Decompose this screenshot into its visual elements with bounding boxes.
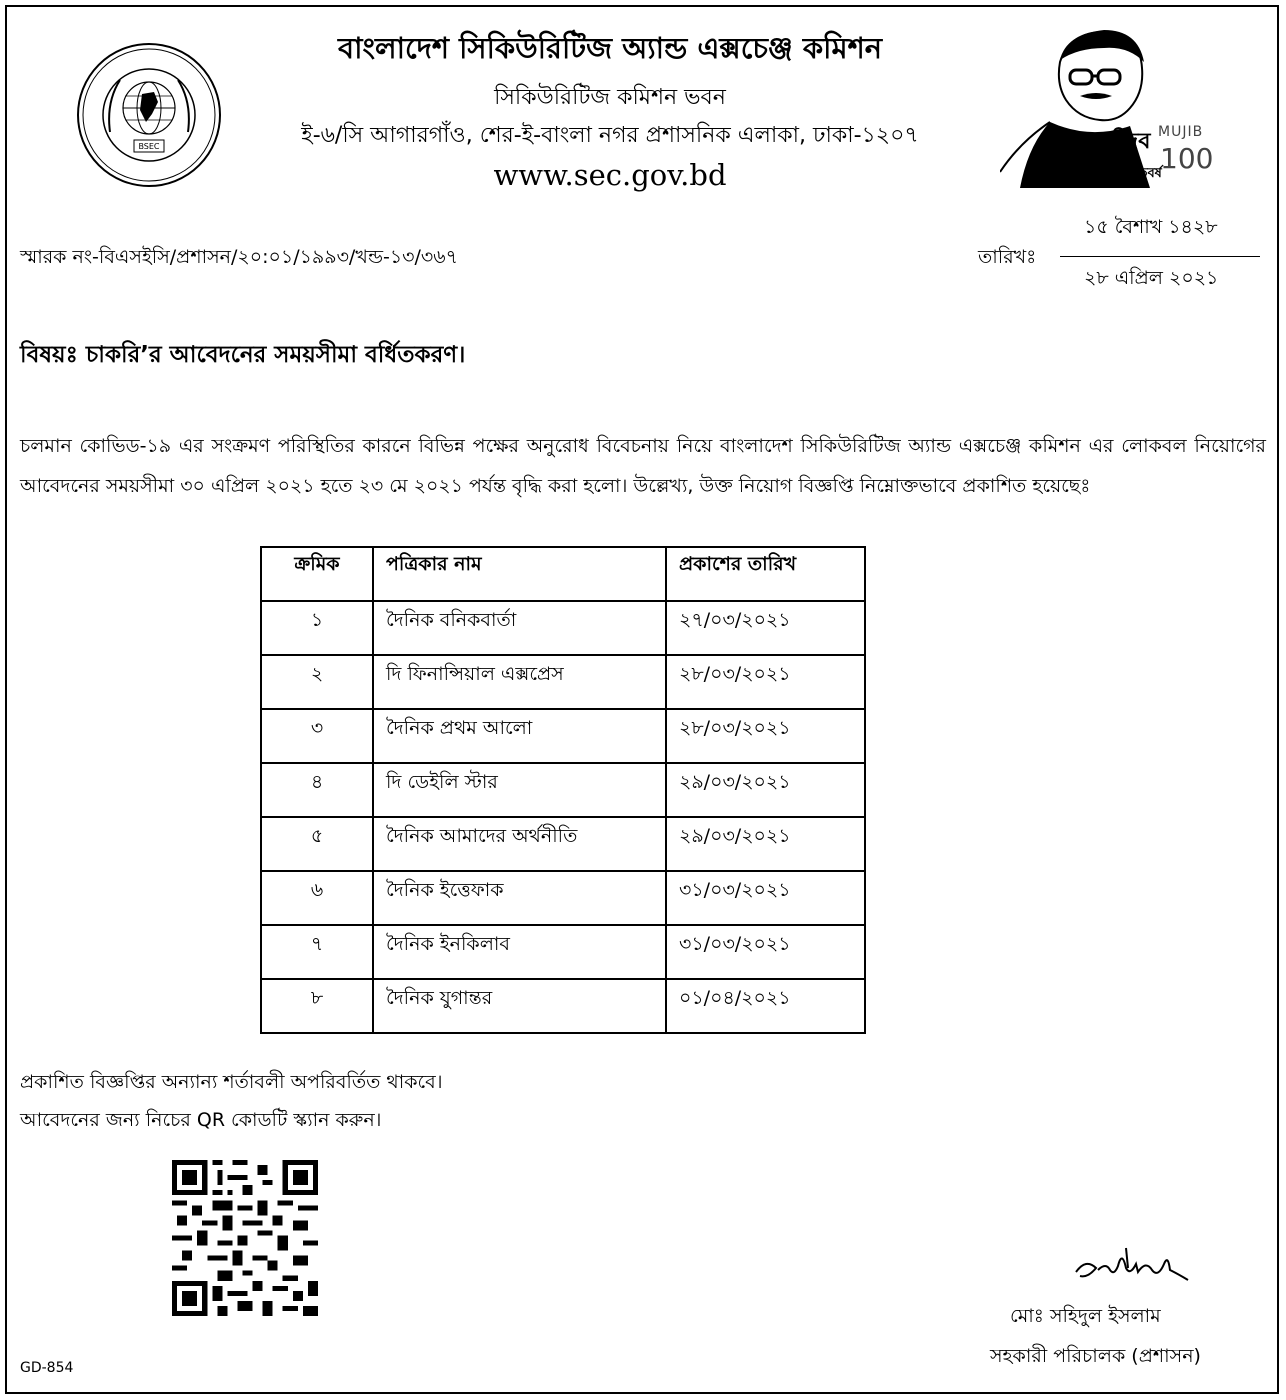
mujib-english-text: MUJIB bbox=[1158, 124, 1204, 140]
body-paragraph: চলমান কোভিড-১৯ এর সংক্রমণ পরিস্থিতির কারনে বিভিন্ন পক্ষের অনুরোধ বিবেচনায় নিয়ে বাংলাদেশ সিকিউরিটিজ অ্যান্ড এক্সচেঞ্জ কমিশন এর লোকবল নিয়োগের আবেদনের সময়সীমা ৩০ এপ্রিল ২০২১ হতে ২৩ মে ২০২১ পর্যন্ত বৃদ্ধি করা হলো। উল্লেখ্য, উক্ত নিয়োগ বিজ্ঞপ্তি নিম্নোক্তভাবে প্রকাশিত হয়েছেঃ bbox=[20, 435, 1266, 497]
table-row bbox=[261, 925, 865, 979]
header-newspaper: পত্রিকার নাম bbox=[373, 547, 666, 601]
row-date: ২৮/০৩/২০২১ bbox=[666, 709, 865, 763]
row-newspaper: দৈনিক যুগান্তর bbox=[373, 979, 666, 1033]
row-date: ৩১/০৩/২০২১ bbox=[666, 871, 865, 925]
organization-address: ই-৬/সি আগারগাঁও, শের-ই-বাংলা নগর প্রশাসনিক এলাকা, ঢাকা-১২০৭ bbox=[301, 123, 919, 148]
row-newspaper: দৈনিক আমাদের অর্থনীতি bbox=[373, 817, 666, 871]
mujib-100-text: 100 bbox=[1160, 142, 1214, 175]
row-serial: ৬ bbox=[261, 871, 373, 925]
building-name: সিকিউরিটিজ কমিশন ভবন bbox=[494, 85, 726, 110]
table-row bbox=[261, 601, 865, 655]
row-serial: ১ bbox=[261, 601, 373, 655]
row-newspaper: দৈনিক প্রথম আলো bbox=[373, 709, 666, 763]
row-date: ২৭/০৩/২০২১ bbox=[666, 601, 865, 655]
row-serial: ৪ bbox=[261, 763, 373, 817]
date-bangla: ১৫ বৈশাখ ১৪২৮ bbox=[1084, 216, 1218, 238]
header-publish-date: প্রকাশের তারিখ bbox=[666, 547, 865, 601]
memo-number: স্মারক নং-বিএসইসি/প্রশাসন/২০:০১/১৯৯৩/খন্ড-১৩/৩৬৭ bbox=[20, 246, 458, 268]
signer-name: মোঃ সহিদুল ইসলাম bbox=[1010, 1305, 1161, 1327]
qr-code-icon[interactable] bbox=[172, 1160, 318, 1316]
mujib-bangla-text: মুজিব bbox=[1100, 129, 1151, 154]
date-english: ২৮ এপ্রিল ২০২১ bbox=[1084, 267, 1219, 289]
signature bbox=[1066, 1240, 1196, 1290]
row-date: ২৮/০৩/২০২১ bbox=[666, 655, 865, 709]
svg-text:BSEC: BSEC bbox=[138, 142, 160, 151]
date-divider bbox=[1060, 256, 1260, 257]
table-row bbox=[261, 709, 865, 763]
row-serial: ৮ bbox=[261, 979, 373, 1033]
row-serial: ২ bbox=[261, 655, 373, 709]
website-url: www.sec.gov.bd bbox=[493, 158, 727, 192]
bsec-seal-logo bbox=[76, 42, 222, 188]
table-row bbox=[261, 763, 865, 817]
row-serial: ৩ bbox=[261, 709, 373, 763]
row-serial: ৭ bbox=[261, 925, 373, 979]
row-serial: ৫ bbox=[261, 817, 373, 871]
gd-code: GD-854 bbox=[20, 1360, 74, 1376]
row-newspaper: দৈনিক ইত্তেফাক bbox=[373, 871, 666, 925]
row-newspaper: দৈনিক বনিকবার্তা bbox=[373, 601, 666, 655]
row-newspaper: দি ডেইলি স্টার bbox=[373, 763, 666, 817]
table-row bbox=[261, 817, 865, 871]
row-newspaper: দৈনিক ইনকিলাব bbox=[373, 925, 666, 979]
qr-instruction: আবেদনের জন্য নিচের QR কোডটি স্ক্যান করুন। bbox=[20, 1109, 382, 1131]
date-label: তারিখঃ bbox=[978, 246, 1037, 268]
mujib-shatabarsha-text: শতবর্ষ bbox=[1130, 166, 1162, 181]
row-date: ২৯/০৩/২০২১ bbox=[666, 763, 865, 817]
table-header-row bbox=[261, 547, 865, 601]
organization-title: বাংলাদেশ সিকিউরিটিজ অ্যান্ড এক্সচেঞ্জ কমিশন bbox=[337, 31, 883, 65]
header-serial: ক্রমিক bbox=[261, 547, 373, 601]
row-date: ৩১/০৩/২০২১ bbox=[666, 925, 865, 979]
row-date: ০১/০৪/২০২১ bbox=[666, 979, 865, 1033]
table-row bbox=[261, 871, 865, 925]
row-newspaper: দি ফিনান্সিয়াল এক্সপ্রেস bbox=[373, 655, 666, 709]
subject-line: বিষয়ঃ চাকরি’র আবেদনের সময়সীমা বর্ধিতকরণ। bbox=[20, 342, 466, 368]
signer-designation: সহকারী পরিচালক (প্রশাসন) bbox=[990, 1345, 1201, 1367]
conditions-note: প্রকাশিত বিজ্ঞপ্তির অন্যান্য শর্তাবলী অপরিবর্তিত থাকবে। bbox=[20, 1071, 443, 1093]
table-row bbox=[261, 655, 865, 709]
newspaper-table bbox=[260, 546, 866, 1034]
table-row bbox=[261, 979, 865, 1033]
row-date: ২৯/০৩/২০২১ bbox=[666, 817, 865, 871]
